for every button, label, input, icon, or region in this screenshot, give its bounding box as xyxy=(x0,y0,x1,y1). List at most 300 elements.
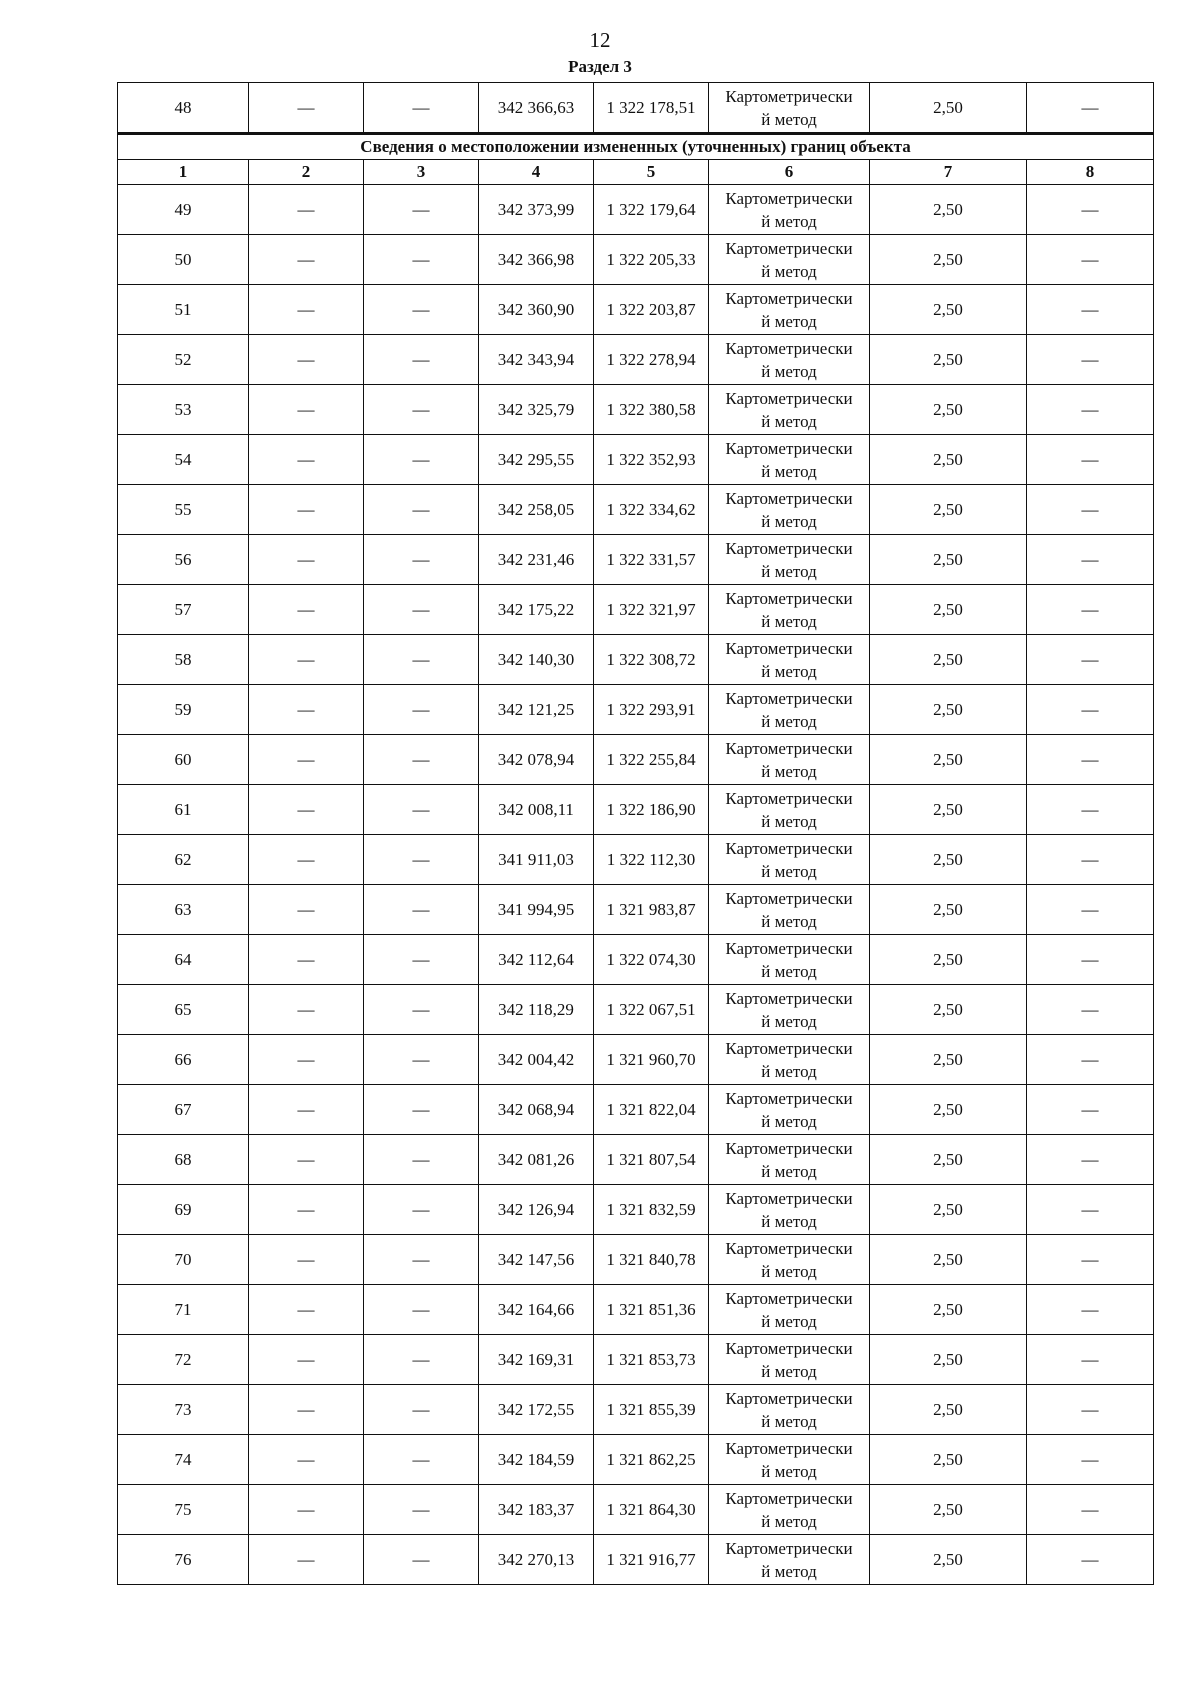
method-cell xyxy=(709,1285,870,1335)
method-cell xyxy=(709,1185,870,1235)
method-text: Картометрически й метод xyxy=(725,288,853,331)
x-coordinate-cell: 342 118,29 xyxy=(479,985,594,1035)
method-cell xyxy=(709,585,870,635)
y-coordinate-cell: 1 321 960,70 xyxy=(594,1035,709,1085)
precision-cell: 2,50 xyxy=(870,435,1027,485)
method-cell xyxy=(709,335,870,385)
x-coordinate-cell: 342 270,13 xyxy=(479,1535,594,1585)
col3-cell: — xyxy=(364,1535,479,1585)
table-row xyxy=(118,485,1154,535)
col8-cell: — xyxy=(1027,235,1154,285)
y-coordinate-cell: 1 322 067,51 xyxy=(594,985,709,1035)
point-number-cell: 60 xyxy=(118,735,249,785)
precision-cell: 2,50 xyxy=(870,1135,1027,1185)
precision-cell: 2,50 xyxy=(870,1485,1027,1535)
method-cell xyxy=(709,885,870,935)
column-number: 3 xyxy=(364,160,479,185)
column-number: 4 xyxy=(479,160,594,185)
col3-cell: — xyxy=(364,985,479,1035)
method-text: Картометрически й метод xyxy=(725,1388,853,1431)
table-row xyxy=(118,285,1154,335)
col2-cell: — xyxy=(249,1135,364,1185)
col8-cell: — xyxy=(1027,785,1154,835)
col8-cell: — xyxy=(1027,835,1154,885)
table-row xyxy=(118,1085,1154,1135)
precision-cell: 2,50 xyxy=(870,1035,1027,1085)
col8-cell: — xyxy=(1027,1485,1154,1535)
x-coordinate-cell: 342 258,05 xyxy=(479,485,594,535)
x-coordinate-cell: 342 004,42 xyxy=(479,1035,594,1085)
col3-cell: — xyxy=(364,1135,479,1185)
col3-cell: — xyxy=(364,235,479,285)
precision-cell: 2,50 xyxy=(870,1235,1027,1285)
table-row xyxy=(118,1185,1154,1235)
y-coordinate-cell: 1 322 334,62 xyxy=(594,485,709,535)
method-text: Картометрически й метод xyxy=(725,788,853,831)
col8-cell: — xyxy=(1027,985,1154,1035)
table-row xyxy=(118,435,1154,485)
y-coordinate-cell: 1 322 178,51 xyxy=(594,83,709,134)
col2-cell: — xyxy=(249,935,364,985)
col3-cell: — xyxy=(364,1485,479,1535)
precision-cell: 2,50 xyxy=(870,385,1027,435)
table-caption: Сведения о местоположении измененных (уточненных) границ объекта xyxy=(118,134,1154,160)
table-row xyxy=(118,1285,1154,1335)
precision-cell: 2,50 xyxy=(870,585,1027,635)
col8-cell: — xyxy=(1027,1035,1154,1085)
method-cell xyxy=(709,385,870,435)
precision-cell: 2,50 xyxy=(870,685,1027,735)
col2-cell: — xyxy=(249,185,364,235)
y-coordinate-cell: 1 321 853,73 xyxy=(594,1335,709,1385)
method-text: Картометрически й метод xyxy=(725,588,853,631)
precision-cell: 2,50 xyxy=(870,185,1027,235)
table-row xyxy=(118,635,1154,685)
y-coordinate-cell: 1 322 308,72 xyxy=(594,635,709,685)
x-coordinate-cell: 342 295,55 xyxy=(479,435,594,485)
point-number-cell: 73 xyxy=(118,1385,249,1435)
col2-cell: — xyxy=(249,1385,364,1435)
y-coordinate-cell: 1 321 807,54 xyxy=(594,1135,709,1185)
table-row xyxy=(118,835,1154,885)
point-number-cell: 54 xyxy=(118,435,249,485)
method-cell xyxy=(709,485,870,535)
col2-cell: — xyxy=(249,1285,364,1335)
precision-cell: 2,50 xyxy=(870,1185,1027,1235)
col2-cell: — xyxy=(249,1185,364,1235)
column-number: 2 xyxy=(249,160,364,185)
col2-cell: — xyxy=(249,83,364,134)
method-text: Картометрически й метод xyxy=(725,1438,853,1481)
col8-cell: — xyxy=(1027,1535,1154,1585)
column-number: 8 xyxy=(1027,160,1154,185)
table-row xyxy=(118,935,1154,985)
col3-cell: — xyxy=(364,335,479,385)
method-cell xyxy=(709,435,870,485)
method-cell xyxy=(709,685,870,735)
col3-cell: — xyxy=(364,1335,479,1385)
point-number-cell: 59 xyxy=(118,685,249,735)
col3-cell: — xyxy=(364,785,479,835)
y-coordinate-cell: 1 322 380,58 xyxy=(594,385,709,435)
col2-cell: — xyxy=(249,1485,364,1535)
col8-cell: — xyxy=(1027,735,1154,785)
method-cell xyxy=(709,635,870,685)
point-number-cell: 61 xyxy=(118,785,249,835)
col8-cell: — xyxy=(1027,885,1154,935)
col3-cell: — xyxy=(364,1085,479,1135)
x-coordinate-cell: 342 366,98 xyxy=(479,235,594,285)
col3-cell: — xyxy=(364,83,479,134)
col2-cell: — xyxy=(249,235,364,285)
y-coordinate-cell: 1 321 855,39 xyxy=(594,1385,709,1435)
y-coordinate-cell: 1 322 112,30 xyxy=(594,835,709,885)
table-row xyxy=(118,1035,1154,1085)
col8-cell: — xyxy=(1027,585,1154,635)
col2-cell: — xyxy=(249,1335,364,1385)
method-text: Картометрически й метод xyxy=(725,388,853,431)
col2-cell: — xyxy=(249,585,364,635)
x-coordinate-cell: 341 911,03 xyxy=(479,835,594,885)
col2-cell: — xyxy=(249,1435,364,1485)
point-number-cell: 58 xyxy=(118,635,249,685)
col2-cell: — xyxy=(249,835,364,885)
x-coordinate-cell: 342 184,59 xyxy=(479,1435,594,1485)
table-row xyxy=(118,985,1154,1035)
method-cell xyxy=(709,1035,870,1085)
y-coordinate-cell: 1 321 862,25 xyxy=(594,1435,709,1485)
point-number-cell: 52 xyxy=(118,335,249,385)
col3-cell: — xyxy=(364,285,479,335)
method-text: Картометрически й метод xyxy=(725,488,853,531)
point-number-cell: 68 xyxy=(118,1135,249,1185)
method-cell xyxy=(709,1135,870,1185)
col8-cell: — xyxy=(1027,1085,1154,1135)
col8-cell: — xyxy=(1027,1235,1154,1285)
y-coordinate-cell: 1 321 840,78 xyxy=(594,1235,709,1285)
col2-cell: — xyxy=(249,335,364,385)
col3-cell: — xyxy=(364,385,479,435)
table-caption-row xyxy=(118,134,1154,160)
col8-cell: — xyxy=(1027,1335,1154,1385)
point-number-cell: 67 xyxy=(118,1085,249,1135)
precision-cell: 2,50 xyxy=(870,635,1027,685)
boundary-points-table xyxy=(117,82,1154,1585)
precision-cell: 2,50 xyxy=(870,785,1027,835)
col3-cell: — xyxy=(364,535,479,585)
precision-cell: 2,50 xyxy=(870,835,1027,885)
precision-cell: 2,50 xyxy=(870,1535,1027,1585)
x-coordinate-cell: 342 172,55 xyxy=(479,1385,594,1435)
table-row xyxy=(118,685,1154,735)
col8-cell: — xyxy=(1027,685,1154,735)
point-number-cell: 48 xyxy=(118,83,249,134)
y-coordinate-cell: 1 322 331,57 xyxy=(594,535,709,585)
method-text: Картометрически й метод xyxy=(725,838,853,881)
x-coordinate-cell: 342 112,64 xyxy=(479,935,594,985)
y-coordinate-cell: 1 321 822,04 xyxy=(594,1085,709,1135)
point-number-cell: 63 xyxy=(118,885,249,935)
method-text: Картометрически й метод xyxy=(725,1188,853,1231)
point-number-cell: 49 xyxy=(118,185,249,235)
y-coordinate-cell: 1 322 205,33 xyxy=(594,235,709,285)
precision-cell: 2,50 xyxy=(870,1085,1027,1135)
col3-cell: — xyxy=(364,685,479,735)
precision-cell: 2,50 xyxy=(870,235,1027,285)
precision-cell: 2,50 xyxy=(870,83,1027,134)
col8-cell: — xyxy=(1027,185,1154,235)
precision-cell: 2,50 xyxy=(870,1435,1027,1485)
y-coordinate-cell: 1 322 278,94 xyxy=(594,335,709,385)
method-text: Картометрически й метод xyxy=(725,938,853,981)
precision-cell: 2,50 xyxy=(870,735,1027,785)
x-coordinate-cell: 342 231,46 xyxy=(479,535,594,585)
table-row xyxy=(118,585,1154,635)
col3-cell: — xyxy=(364,185,479,235)
table-row xyxy=(118,235,1154,285)
col8-cell: — xyxy=(1027,285,1154,335)
method-cell xyxy=(709,1385,870,1435)
y-coordinate-cell: 1 321 832,59 xyxy=(594,1185,709,1235)
method-text: Картометрически й метод xyxy=(725,738,853,781)
col3-cell: — xyxy=(364,1035,479,1085)
point-number-cell: 51 xyxy=(118,285,249,335)
point-number-cell: 76 xyxy=(118,1535,249,1585)
method-text: Картометрически й метод xyxy=(725,538,853,581)
precision-cell: 2,50 xyxy=(870,1335,1027,1385)
x-coordinate-cell: 342 360,90 xyxy=(479,285,594,335)
col3-cell: — xyxy=(364,1385,479,1435)
point-number-cell: 66 xyxy=(118,1035,249,1085)
table-row xyxy=(118,885,1154,935)
point-number-cell: 71 xyxy=(118,1285,249,1335)
col2-cell: — xyxy=(249,385,364,435)
x-coordinate-cell: 342 121,25 xyxy=(479,685,594,735)
point-number-cell: 75 xyxy=(118,1485,249,1535)
point-number-cell: 53 xyxy=(118,385,249,435)
method-text: Картометрически й метод xyxy=(725,188,853,231)
point-number-cell: 74 xyxy=(118,1435,249,1485)
precision-cell: 2,50 xyxy=(870,935,1027,985)
method-cell xyxy=(709,1235,870,1285)
table-row xyxy=(118,335,1154,385)
table-row xyxy=(118,1235,1154,1285)
y-coordinate-cell: 1 322 352,93 xyxy=(594,435,709,485)
col2-cell: — xyxy=(249,1085,364,1135)
method-text: Картометрически й метод xyxy=(725,888,853,931)
col2-cell: — xyxy=(249,985,364,1035)
y-coordinate-cell: 1 322 293,91 xyxy=(594,685,709,735)
col3-cell: — xyxy=(364,585,479,635)
col8-cell: — xyxy=(1027,83,1154,134)
point-number-cell: 72 xyxy=(118,1335,249,1385)
table-row xyxy=(118,385,1154,435)
point-number-cell: 70 xyxy=(118,1235,249,1285)
col8-cell: — xyxy=(1027,1185,1154,1235)
col3-cell: — xyxy=(364,935,479,985)
precision-cell: 2,50 xyxy=(870,285,1027,335)
page-number: 12 xyxy=(589,28,611,52)
x-coordinate-cell: 342 078,94 xyxy=(479,735,594,785)
x-coordinate-cell: 342 169,31 xyxy=(479,1335,594,1385)
col2-cell: — xyxy=(249,435,364,485)
col3-cell: — xyxy=(364,835,479,885)
y-coordinate-cell: 1 322 203,87 xyxy=(594,285,709,335)
x-coordinate-cell: 342 147,56 xyxy=(479,1235,594,1285)
method-text: Картометрически й метод xyxy=(725,238,853,281)
method-text: Картометрически й метод xyxy=(725,438,853,481)
x-coordinate-cell: 342 183,37 xyxy=(479,1485,594,1535)
y-coordinate-cell: 1 321 983,87 xyxy=(594,885,709,935)
col3-cell: — xyxy=(364,735,479,785)
table-row xyxy=(118,185,1154,235)
column-number: 7 xyxy=(870,160,1027,185)
col2-cell: — xyxy=(249,1035,364,1085)
method-text: Картометрически й метод xyxy=(725,988,853,1031)
x-coordinate-cell: 342 164,66 xyxy=(479,1285,594,1335)
col2-cell: — xyxy=(249,635,364,685)
precision-cell: 2,50 xyxy=(870,1285,1027,1335)
method-text: Картометрически й метод xyxy=(725,1338,853,1381)
table-row-first xyxy=(118,83,1154,134)
x-coordinate-cell: 341 994,95 xyxy=(479,885,594,935)
point-number-cell: 62 xyxy=(118,835,249,885)
x-coordinate-cell: 342 175,22 xyxy=(479,585,594,635)
method-cell xyxy=(709,235,870,285)
point-number-cell: 50 xyxy=(118,235,249,285)
precision-cell: 2,50 xyxy=(870,485,1027,535)
point-number-cell: 56 xyxy=(118,535,249,585)
x-coordinate-cell: 342 081,26 xyxy=(479,1135,594,1185)
table-row xyxy=(118,1135,1154,1185)
point-number-cell: 65 xyxy=(118,985,249,1035)
y-coordinate-cell: 1 322 074,30 xyxy=(594,935,709,985)
col3-cell: — xyxy=(364,435,479,485)
col3-cell: — xyxy=(364,1435,479,1485)
point-number-cell: 64 xyxy=(118,935,249,985)
precision-cell: 2,50 xyxy=(870,1385,1027,1435)
section-title: Раздел 3 xyxy=(568,57,632,76)
col3-cell: — xyxy=(364,1185,479,1235)
table-row xyxy=(118,1535,1154,1585)
x-coordinate-cell: 342 343,94 xyxy=(479,335,594,385)
point-number-cell: 69 xyxy=(118,1185,249,1235)
point-number-cell: 57 xyxy=(118,585,249,635)
col8-cell: — xyxy=(1027,1385,1154,1435)
method-cell xyxy=(709,285,870,335)
column-number: 6 xyxy=(709,160,870,185)
method-text: Картометрически й метод xyxy=(725,1238,853,1281)
method-cell xyxy=(709,535,870,585)
table-row xyxy=(118,735,1154,785)
col2-cell: — xyxy=(249,285,364,335)
y-coordinate-cell: 1 322 321,97 xyxy=(594,585,709,635)
table-row xyxy=(118,535,1154,585)
y-coordinate-cell: 1 321 851,36 xyxy=(594,1285,709,1335)
col2-cell: — xyxy=(249,1535,364,1585)
precision-cell: 2,50 xyxy=(870,985,1027,1035)
col3-cell: — xyxy=(364,485,479,535)
method-text: Картометрически й метод xyxy=(725,1538,853,1581)
col8-cell: — xyxy=(1027,535,1154,585)
x-coordinate-cell: 342 008,11 xyxy=(479,785,594,835)
y-coordinate-cell: 1 322 186,90 xyxy=(594,785,709,835)
col8-cell: — xyxy=(1027,1135,1154,1185)
table-row xyxy=(118,1435,1154,1485)
col2-cell: — xyxy=(249,535,364,585)
y-coordinate-cell: 1 322 179,64 xyxy=(594,185,709,235)
method-text: Картометрически й метод xyxy=(725,338,853,381)
col2-cell: — xyxy=(249,735,364,785)
col8-cell: — xyxy=(1027,485,1154,535)
col3-cell: — xyxy=(364,635,479,685)
method-cell xyxy=(709,935,870,985)
col8-cell: — xyxy=(1027,335,1154,385)
x-coordinate-cell: 342 068,94 xyxy=(479,1085,594,1135)
column-number-row xyxy=(118,160,1154,185)
precision-cell: 2,50 xyxy=(870,335,1027,385)
method-text: Картометрически й метод xyxy=(725,1088,853,1131)
x-coordinate-cell: 342 373,99 xyxy=(479,185,594,235)
col2-cell: — xyxy=(249,1235,364,1285)
method-cell xyxy=(709,185,870,235)
col2-cell: — xyxy=(249,485,364,535)
col3-cell: — xyxy=(364,1285,479,1335)
method-cell xyxy=(709,83,870,134)
y-coordinate-cell: 1 321 864,30 xyxy=(594,1485,709,1535)
col8-cell: — xyxy=(1027,1285,1154,1335)
method-text: Картометрически й метод xyxy=(725,688,853,731)
col3-cell: — xyxy=(364,1235,479,1285)
method-text: Картометрически й метод xyxy=(725,638,853,681)
method-cell xyxy=(709,1485,870,1535)
y-coordinate-cell: 1 321 916,77 xyxy=(594,1535,709,1585)
col3-cell: — xyxy=(364,885,479,935)
col2-cell: — xyxy=(249,885,364,935)
x-coordinate-cell: 342 325,79 xyxy=(479,385,594,435)
table-row xyxy=(118,1385,1154,1435)
method-cell xyxy=(709,835,870,885)
method-text: Картометрически й метод xyxy=(725,1038,853,1081)
x-coordinate-cell: 342 140,30 xyxy=(479,635,594,685)
col8-cell: — xyxy=(1027,385,1154,435)
col8-cell: — xyxy=(1027,635,1154,685)
method-cell xyxy=(709,1085,870,1135)
method-cell xyxy=(709,735,870,785)
table-row xyxy=(118,1335,1154,1385)
col8-cell: — xyxy=(1027,1435,1154,1485)
precision-cell: 2,50 xyxy=(870,535,1027,585)
method-cell xyxy=(709,1335,870,1385)
method-text: Картометрически й метод xyxy=(725,1288,853,1331)
col2-cell: — xyxy=(249,685,364,735)
col8-cell: — xyxy=(1027,435,1154,485)
method-cell xyxy=(709,1535,870,1585)
x-coordinate-cell: 342 366,63 xyxy=(479,83,594,134)
table-row xyxy=(118,1485,1154,1535)
method-cell xyxy=(709,985,870,1035)
col2-cell: — xyxy=(249,785,364,835)
table-row xyxy=(118,785,1154,835)
method-cell xyxy=(709,1435,870,1485)
col8-cell: — xyxy=(1027,935,1154,985)
x-coordinate-cell: 342 126,94 xyxy=(479,1185,594,1235)
precision-cell: 2,50 xyxy=(870,885,1027,935)
point-number-cell: 55 xyxy=(118,485,249,535)
column-number: 1 xyxy=(118,160,249,185)
method-cell xyxy=(709,785,870,835)
method-text: Картометрически й метод xyxy=(725,1138,853,1181)
